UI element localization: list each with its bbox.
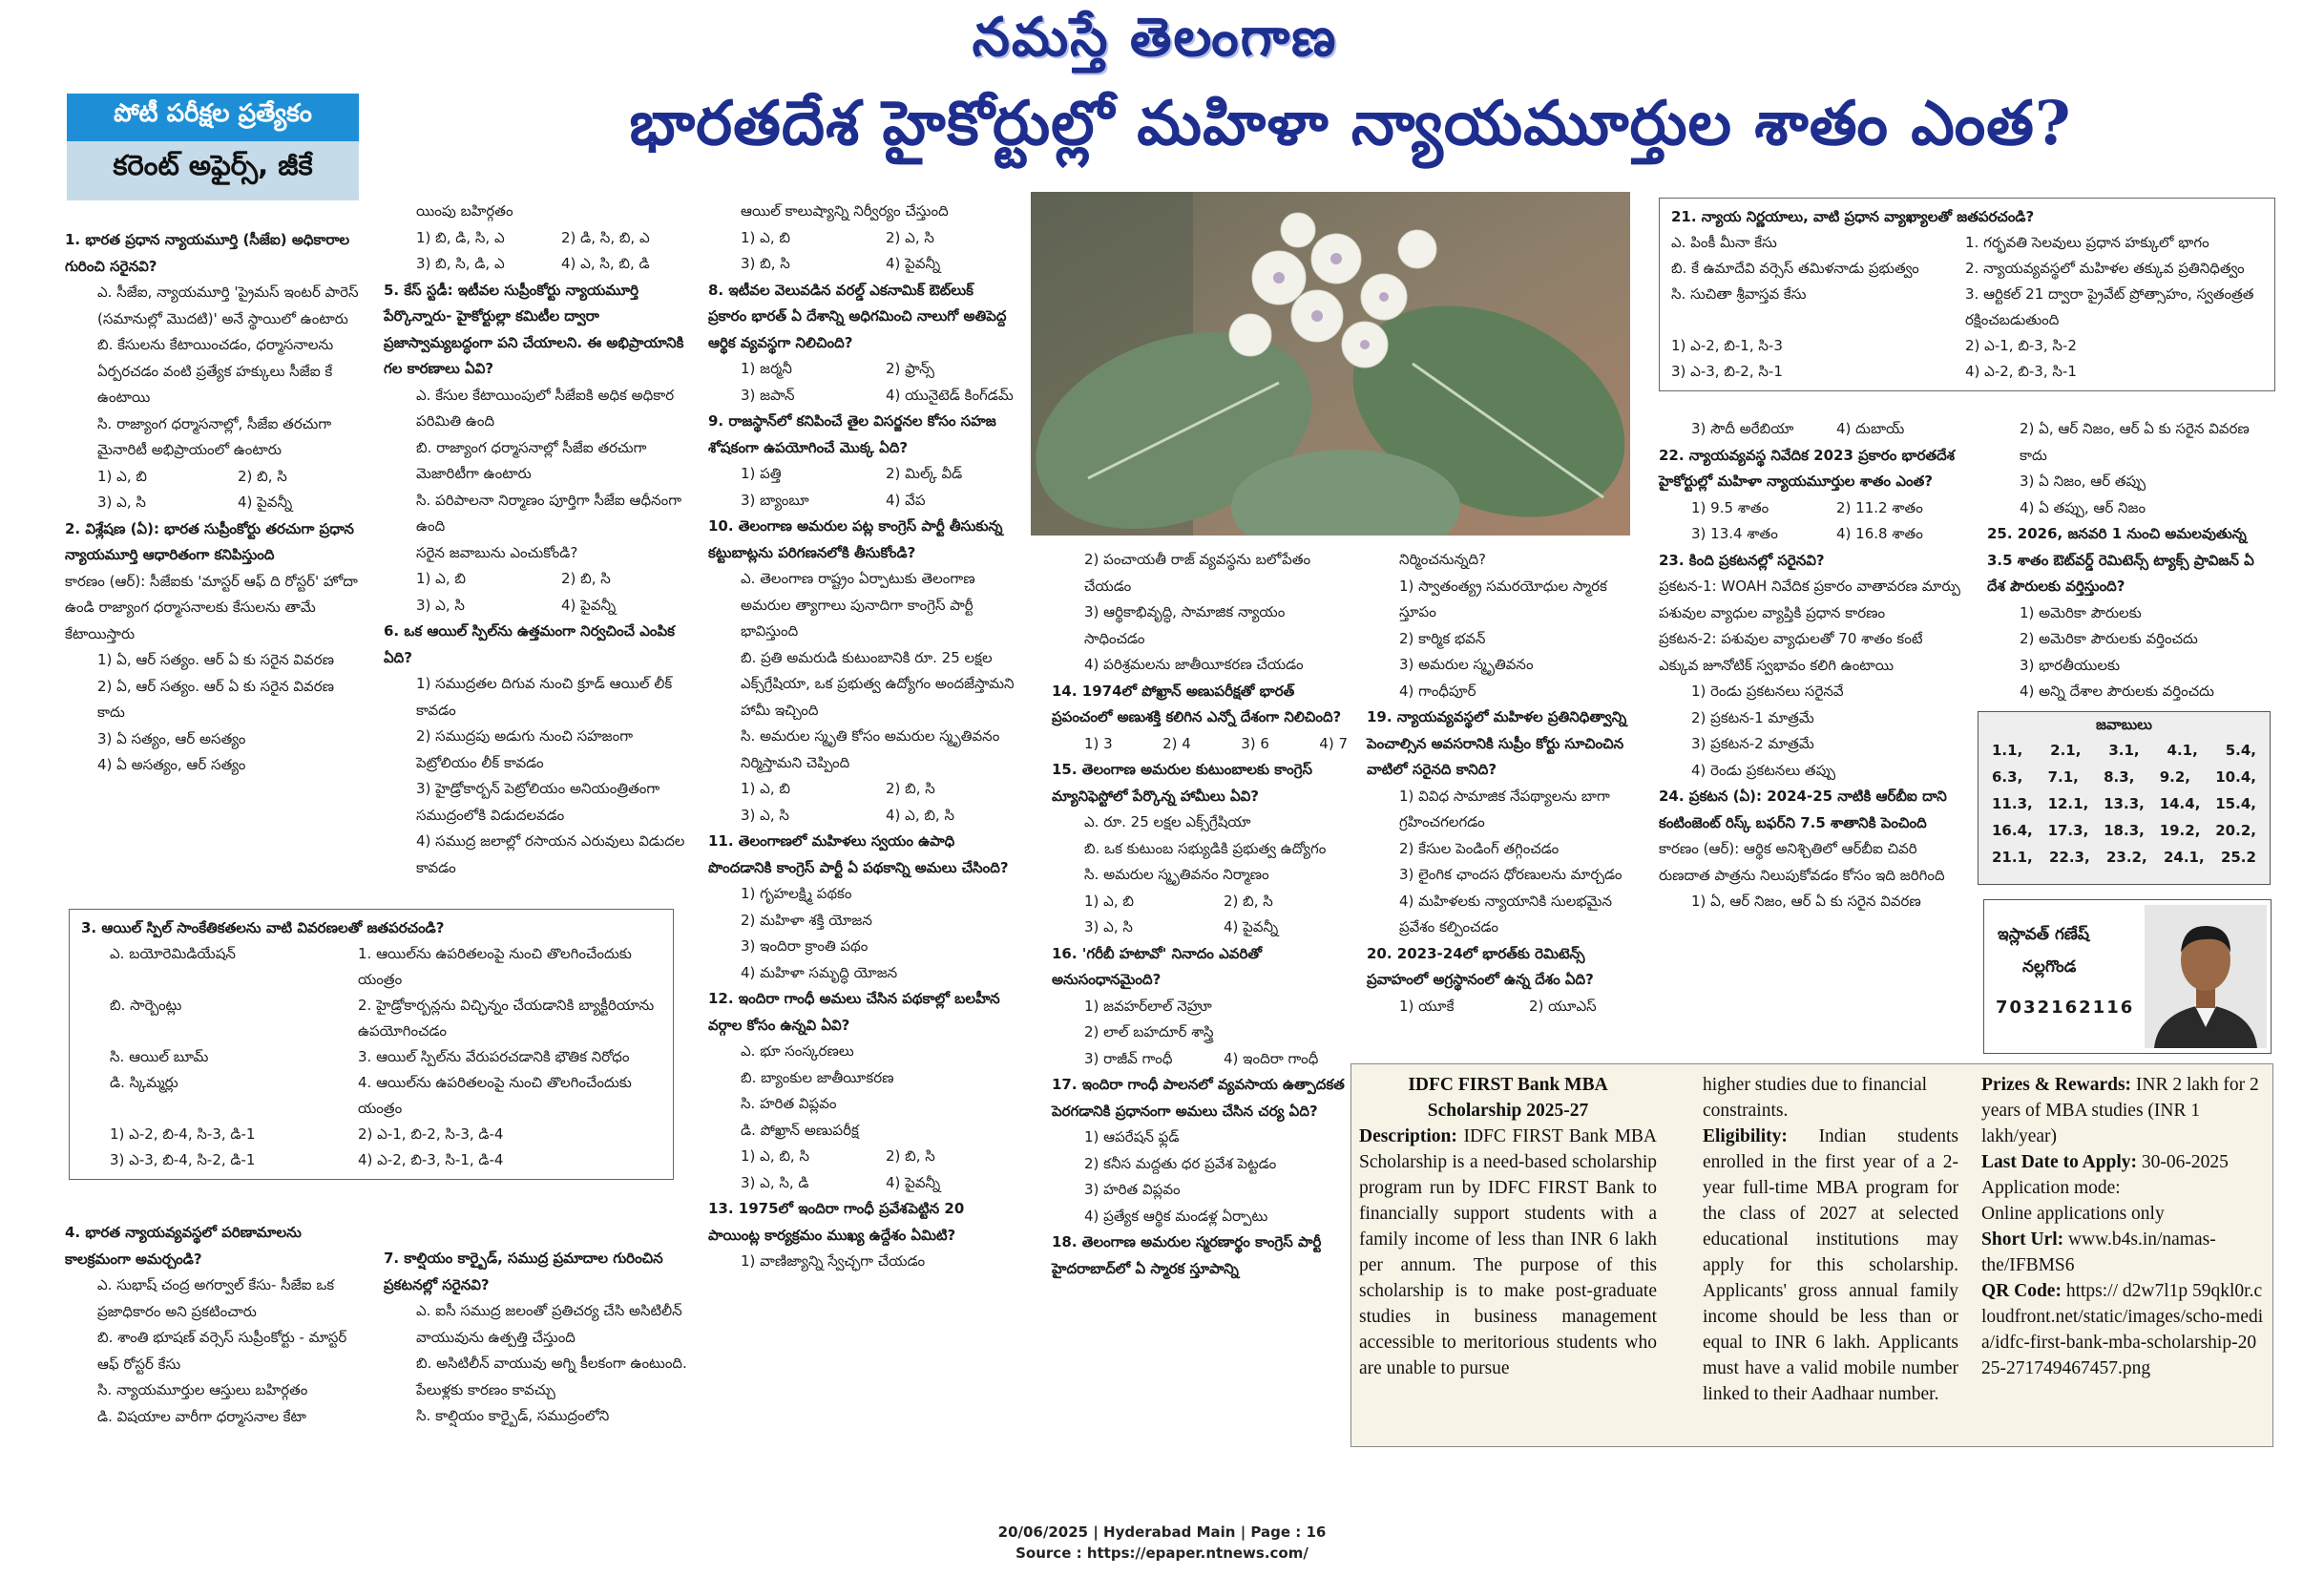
section-tag-line1: పోటీ పరీక్షల ప్రత్యేకం [67,94,359,141]
column-5 [1367,547,1644,1019]
section-tag [67,94,359,200]
answer: 15.4, [2215,795,2256,812]
answers-row [1979,764,2270,790]
question: 25. 2026, జనవరి 1 నుంచి అమలవుతున్న 3.5 శాతం ఔట్‌వర్డ్ రెమిటెన్స్ ట్యాక్స్ ప్రావిజన్ ఏ దేశ పౌరులకు వర్తిస్తుంది? [1987,525,2254,595]
question: 23. కింది ప్రకటనల్లో సరైనవి? [1659,551,1825,569]
column-7 [1987,416,2273,705]
option: 3) హైడ్రోకార్బన్ పెట్రోలియం అనియంత్రితంగా సముద్రంలోకి విడుదలవడం [416,780,660,824]
statement: బి. రాజ్యాంగ ధర్మాసనాల్లో సీజేఐ తరచుగా మెజారిటీగా ఉంటారు [416,438,647,482]
option: 4) యునైటెడ్ కింగ్‌డమ్ [886,386,1014,404]
option: 4) పరిశ్రమలను జాతీయీకరణ చేయడం [1084,656,1304,673]
question: 6. ఒక ఆయిల్ స్పిల్‌ను ఉత్తమంగా నిర్వచించే ఎంపిక ఏది? [384,622,675,666]
options [65,464,363,516]
answers-box [1978,711,2271,885]
option: 2) ఎ-1, బి-2, సి-3, డి-4 [358,1125,504,1143]
match-left: ఎ. పింకీ మీనా కేసు [1671,234,1777,251]
match-left: బి. సార్బెంట్లు [110,997,182,1014]
qr-code [1981,1278,2264,1381]
options [1659,495,1966,548]
section-tag-line2: కరెంట్ అఫైర్స్, జీకే [67,141,359,200]
author-box [1983,899,2272,1054]
short-url-label: Short Url: [1981,1229,2064,1250]
options [1052,889,1348,941]
answer: 19.2, [2159,822,2201,839]
option: 2) ఎ, సి [886,228,934,246]
option: 4) గాంధీపూర్ [1399,682,1476,700]
question: 20. 2023-24లో భారత్‌కు రెమిటెన్స్ ప్రవాహంలో అగ్రస్థానంలో ఉన్న దేశం ఏది? [1367,944,1594,988]
options [708,225,1015,278]
option: 2) అమెరికా పౌరులకు వర్తించదు [2020,630,2198,647]
prizes-text: INR 2 lakh for 2 years of MBA studies (INR 1 lakh/year) [1981,1075,2259,1146]
description-label: Description: [1359,1126,1457,1146]
column-4 [1052,547,1348,1282]
option: 1) ఆపరేషన్ ఫ్లడ్ [1084,1128,1180,1145]
option: 1) ఎ, బి [741,780,790,797]
match-grid [1671,230,2263,385]
statement: ఎ. భూ సంస్కరణలు [741,1042,854,1060]
option: 3) లైంగిక ఛాందస ధోరణులను మార్చడం [1399,866,1623,883]
option: 3) ఆర్థికాభివృద్ధి, సామాజిక న్యాయం సాధించడం [1084,603,1286,647]
question: 24. ప్రకటన (ఏ): 2024-25 నాటికి ఆర్‌బీఐ దాని కంటింజెంట్ రిస్క్ బఫర్‌ని 7.5 శాతానికి పెంచింది [1659,788,1947,831]
question-21-box [1659,198,2275,391]
statement: బి. కేసులను కేటాయించడం, ధర్మాసనాలను ఏర్పరచడం వంటి ప్రత్యేక హక్కులు సీజేఐ కే ఉంటాయి [97,336,334,406]
application-mode-value: Online applications only [1981,1204,2165,1224]
answer: 12.1, [2047,795,2089,812]
option: 2) పంచాయతీ రాజ్ వ్యవస్థను బలోపేతం చేయడం [1084,551,1311,595]
option: 2) ప్రకటన-1 మాత్రమే [1691,708,1814,726]
statement: సి. రాజ్యాంగ ధర్మాసనాల్లో, సీజేఐ తరచుగా మైనారిటీ అభిప్రాయంలో ఉంటారు [97,414,332,458]
option: 2) డి, సి, బి, ఎ [561,228,650,246]
answer: 14.4, [2159,795,2201,812]
short-url-value: www.b4s.in/namas-the/IFBMS6 [1981,1229,2216,1275]
question: 13. 1975లో ఇందిరా గాంధీ ప్రవేశపెట్టిన 20 పాయింట్ల కార్యక్రమం ముఖ్య ఉద్దేశం ఏమిటి? [708,1200,965,1244]
answer: 21.1, [1992,849,2033,866]
question: 21. న్యాయ నిర్ణయాలు, వాటి ప్రధాన వ్యాఖ్యాలతో జతపరచండి? [1671,208,2035,225]
answer: 24.1, [2163,849,2205,866]
option: 4) సముద్ర జలాల్లో రసాయన ఎరువులు విడుదల కావడం [416,832,685,876]
options [1052,731,1348,758]
option: 1) పత్తి [741,465,782,482]
answers-row [1979,790,2270,817]
question: 12. ఇందిరా గాంధీ అమలు చేసిన పథకాల్లో బలహీన వర్గాల కోసం ఉన్నవి ఏవి? [708,990,1000,1034]
answers-row [1979,737,2270,764]
author-phone: 7032162116 [1996,998,2135,1018]
prizes-label: Prizes & Rewards: [1981,1075,2132,1095]
statement: సి. పరిపాలనా నిర్మాణం పూర్తిగా సీజేఐ ఆధీనంగా ఉంది [416,491,682,535]
answer: 8.3, [2104,768,2135,786]
option: 2) లాల్ బహదూర్ శాస్త్రి [1084,1023,1214,1040]
option: 1) వివిధ సామాజిక నేపథ్యాలను బాగా గ్రహించగలగడం [1399,787,1610,830]
scholarship-title-2: Scholarship 2025-27 [1427,1101,1589,1121]
match-left: సి. సుచితా శ్రీవాస్తవ కేసు [1671,285,1807,303]
match-grid [81,941,661,1173]
column-1-bottom [65,1220,363,1430]
options [384,566,691,619]
option: 1) బి, డి, సి, ఎ [416,228,505,246]
eligibility-label: Eligibility: [1703,1126,1788,1146]
scholarship-eligibility [1703,1124,1958,1407]
reason: కారణం (ఆర్): ఆర్థిక అనిశ్చితిలో ఆర్‌బీఐ చివరి రుణదాత పాత్రను నిలుపుకోవడం కోసం ఇది జరిగింది [1659,840,1945,884]
statement: బి. అసిటిలీన్ వాయువు అగ్ని కీలకంగా ఉంటుంది. పేలుళ్లకు కారణం కావచ్చు [416,1355,687,1398]
option: 3) అమరుల స్మృతివనం [1399,656,1534,673]
option: 4) ఎ-2, బి-3, సి-1, డి-4 [358,1151,504,1168]
author-name: ఇస్లావత్ గణేష్ [1998,925,2090,944]
option: 4) 16.8 శాతం [1836,525,1923,542]
options [708,776,1015,829]
statement: సరైన జవాబును ఎంచుకోండి? [416,543,578,561]
statement: ఎ. తెలంగాణ రాష్ట్రం ఏర్పాటుకు తెలంగాణ అమరుల త్యాగాలు పునాదిగా కాంగ్రెస్ పార్టీ భావిస్తుంది [741,570,975,640]
milkweed-photo [1031,192,1630,536]
option: 1) యూకే [1399,997,1455,1015]
option: 3) ఎ-3, బి-2, సి-1 [1671,363,1783,380]
statement: సి. కాల్షియం కార్బైడ్, సముద్రంలోని [416,1407,610,1424]
option: 1) స్వాతంత్య్ర సమరయోధుల స్మారక స్తూపం [1399,577,1607,620]
options [708,1144,1015,1196]
statement: యింపు బహిర్గతం [416,202,513,220]
answer: 3.1, [2108,742,2140,759]
option: 3) ఏ నిజం, ఆర్ తప్పు [2020,473,2146,490]
scholarship-box [1350,1063,2273,1447]
statement: ఎ. సీజేఐ, న్యాయమూర్తి 'ప్రైమస్ ఇంటర్ పారెస్ (సమానుల్లో మొదటి)' అనే స్థాయిలో ఉంటారు [97,284,359,327]
question: 4. భారత న్యాయవ్యవస్థలో పరిణామాలను కాలక్రమంగా అమర్చండి? [65,1224,302,1268]
option: 3) ఎ-3, బి-4, సి-2, డి-1 [110,1151,256,1168]
statement: ఎ. సుభాష్ చంద్ర అగర్వాల్ కేసు- సీజేఐ ఒక ప్రజాధికారం అని ప్రకటించారు [97,1276,335,1320]
scholarship-col-3 [1981,1072,2264,1381]
statement: ప్రకటన-2: పశువుల వ్యాధులతో 70 శాతం కంటే ఎక్కువ జూనోటిక్ స్వభావం కలిగి ఉంటాయి [1659,630,1923,674]
question: 8. ఇటీవల వెలువడిన వరల్డ్ ఎకనామిక్ ఔట్‌లుక్ ప్రకారం భారత్ ఏ దేశాన్ని అధిగమించి నాలుగో అతిపెద్ద ఆర్థిక వ్యవస్థగా నిలిచింది? [708,281,1007,351]
option: 4) పైవన్నీ [238,494,293,511]
answer: 5.4, [2225,742,2256,759]
option: 1) ఎ-2, బి-1, సి-3 [1671,337,1783,354]
option: 1) రెండు ప్రకటనలు సరైనవే [1691,683,1844,700]
question: 7. కాల్షియం కార్బైడ్, సముద్ర ప్రమాదాల గురించిన ప్రకటనల్లో సరైనవి? [384,1250,663,1293]
match-left: డి. స్కిమ్మర్లు [110,1074,178,1091]
answers-row [1979,844,2270,871]
option: 1) అమెరికా పౌరులకు [2020,603,2142,621]
option: 3) రాజీవ్ గాంధీ [1084,1049,1173,1067]
option: 4) ఏ తప్పు, ఆర్ నిజం [2020,498,2146,516]
option: 4) ఎ-2, బి-3, సి-1 [1965,363,2077,380]
option: 1) వాణిజ్యాన్ని స్వేచ్ఛగా చేయడం [741,1252,926,1270]
question: 18. తెలంగాణ అమరుల స్మరణార్థం కాంగ్రెస్ పార్టీ హైదరాబాద్‌లో ఏ స్మారక స్తూపాన్ని [1052,1233,1322,1277]
option: 3) బి, సి [741,255,790,272]
option: 3) భారతీయులకు [2020,656,2121,674]
option: 2) బి, సి [886,780,935,797]
option: 1) 9.5 శాతం [1691,498,1769,516]
option: 3) ప్రకటన-2 మాత్రమే [1691,735,1814,752]
answer: 25.2 [2220,849,2256,866]
scholarship-col-1 [1359,1072,1657,1381]
answer: 17.3, [2047,822,2089,839]
answer: 11.3, [1992,795,2033,812]
statement: ఎ. కేసుల కేటాయింపులో సీజేఐకి అధిక అధికార పరిమితి ఉంది [416,386,675,430]
answer: 23.2, [2105,849,2147,866]
statement: సి. న్యాయమూర్తుల ఆస్తులు బహిర్గతం [97,1381,308,1398]
option: 1) ఎ, బి [1084,892,1134,910]
qr-code-value: https:// d2w7l1p 59qkl0r.cloudfront.net/static/images/scho-media/idfc-first-bank-mba-scholarship-2025-271749467457.png [1981,1281,2264,1378]
question: 2. విశ్లేషణ (ఏ): భారత సుప్రీంకోర్టు తరచుగా ప్రధాన న్యాయమూర్తి ఆధారితంగా కనిపిస్తుంది [65,519,354,563]
match-left: బి. కే ఉమాదేవి వర్సెస్ తమిళనాడు ప్రభుత్వం [1671,260,1919,277]
question: 17. ఇందిరా గాంధీ పాలనలో వ్యవసాయ ఉత్పాదకత పెరగడానికి ప్రధానంగా అమలు చేసిన చర్య ఏది? [1052,1076,1345,1120]
application-mode-label: Application mode: [1981,1178,2121,1198]
reason: కారణం (ఆర్): సీజేఐకు 'మాస్టర్ ఆఫ్ ది రోస్టర్' హోదా ఉండి రాజ్యాంగ ధర్మాసనాలకు కేసులను తామే కేటాయిస్తారు [65,572,358,642]
option: 3) జపాన్ [741,386,795,404]
masthead: నమస్తే తెలంగాణ [972,6,1338,69]
statement: నిర్మించనున్నది? [1399,551,1487,568]
match-right: 2. హైడ్రోకార్బన్లను విచ్ఛిన్నం చేయడానికి బ్యాక్టీరియాను ఉపయోగించడం [358,997,655,1040]
option: 4) మహిళలకు న్యాయానికి సులభమైన ప్రవేశం కల్పించడం [1399,892,1613,935]
option: 1) ఎ, బి [416,570,466,587]
option: 3) హరిత విప్లవం [1084,1181,1181,1198]
option: 2) సముద్రపు అడుగు నుంచి సహజంగా పెట్రోలియం లీక్ కావడం [416,727,634,771]
statement: బి. బ్యాంకుల జాతీయీకరణ [741,1068,894,1086]
options [1367,994,1644,1020]
answer: 7.1, [2047,768,2079,786]
column-2-bottom [384,1246,691,1430]
statement: ఆయిల్ కాలుష్యాన్ని నిర్వీర్యం చేస్తుంది [741,202,949,220]
scholarship-description [1359,1124,1657,1381]
question: 16. 'గరీబీ హటావో' నినాదం ఎవరితో అనుసంధానమైంది? [1052,944,1262,988]
short-url [1981,1227,2264,1278]
option: 3) ఏ సత్యం, ఆర్ అసత్యం [97,729,246,747]
option: 2) మిల్క్ వీడ్ [886,465,963,482]
option: 1) జవహర్‌లాల్ నెహ్రూ [1084,997,1212,1015]
column-6 [1659,416,1966,915]
option: 3) ఎ, సి [1084,918,1133,935]
match-right: 1. గర్భవతి సెలవులు ప్రధాన హక్కులో భాగం [1965,234,2209,251]
answer: 10.4, [2215,768,2256,786]
option: 3) సౌదీ అరేబియా [1691,420,1794,437]
option: 1) ఏ, ఆర్ నిజం, ఆర్ ఏ కు సరైన వివరణ [1691,893,1921,910]
option: 4) వేప [886,491,926,509]
option: 4) దుబాయ్ [1836,420,1905,437]
column-1 [65,227,363,779]
answer: 2.1, [2050,742,2082,759]
option: 2) బి, సి [886,1147,935,1165]
answer: 16.4, [1992,822,2033,839]
answer: 4.1, [2167,742,2198,759]
option: 1) ఎ, బి, సి [741,1147,809,1165]
qr-code-label: QR Code: [1981,1281,2062,1301]
answers-row [1979,817,2270,844]
statement: ప్రకటన-1: WOAH నివేదిక ప్రకారం వాతావరణ మార్పు పశువుల వ్యాధుల వ్యాప్తికి ప్రధాన కారణం [1659,578,1960,621]
statement: సి. అమరుల స్మృతి కోసం అమరుల స్మృతివనం నిర్మిస్తామని చెప్పింది [741,727,1000,771]
option: 1) జర్మనీ [741,360,792,377]
footer-source: Source : https://epaper.ntnews.com/ [1015,1544,1309,1562]
statement: బి. శాంతి భూషణ్ వర్సెస్ సుప్రీంకోర్టు - మాస్టర్ ఆఫ్ రోస్టర్ కేసు [97,1329,347,1373]
option: 2) కనీస మద్దతు ధర ప్రవేశ పెట్టడం [1084,1154,1277,1172]
question: 3. ఆయిల్ స్పిల్ సాంకేతికతలను వాటి వివరణలతో జతపరచండి? [81,919,445,936]
column-3 [708,199,1015,1275]
question: 22. న్యాయవ్యవస్థ నివేదిక 2023 ప్రకారం భారతదేశ హైకోర్టుల్లో మహిళా న్యాయమూర్తుల శాతం ఎంత? [1659,446,1956,490]
author-photo [2145,905,2267,1048]
statement: సి. అమరుల స్మృతివనం నిర్మాణం [1084,866,1269,883]
footer [0,1522,2324,1564]
option: 2) యూఎస్ [1529,997,1597,1015]
question: 1. భారత ప్రధాన న్యాయమూర్తి (సీజేఐ) అధికారాల గురించి సరైనవి? [65,231,350,275]
scholarship-col-2 [1703,1072,1958,1407]
option: 2) ఏ, ఆర్ సత్యం. ఆర్ ఏ కు సరైన వివరణ కాదు [97,677,334,721]
option: 4) ఎ, సి, బి, డి [561,255,650,272]
option: 1) ఎ, బి [97,467,147,485]
options [708,356,1015,409]
option: 1) ఎ, బి [741,228,790,246]
description-text: IDFC FIRST Bank MBA Scholarship is a need-based scholarship program run by IDFC FIRST Bank to financially support students with a family income of less than INR 6 lakh per annum. The purpose of this scholarship is to make post-graduate studies in business management accessible to meritorious students who are unable to pursue [1359,1126,1658,1378]
statement: ఎ. రూ. 25 లక్షల ఎక్స్‌గ్రేషియా [1084,813,1251,830]
eligibility-text: Indian students enrolled in the first year of a 2-year full-time MBA program for the class of 2027 at selected educational institutions may apply for this scholarship. Applicants' gross annual family income should be less than or equal to INR 6 lakh. Applicants must have a valid mobile number linked to their Aadhaar number. [1703,1126,1958,1404]
question: 9. రాజస్థాన్‌లో కనిపించే తైల విసర్జనల కోసం సహజ శోషకంగా ఉపయోగించే మొక్క ఏది? [708,412,996,456]
options [1052,1046,1348,1073]
question: 19. న్యాయవ్యవస్థలో మహిళల ప్రతినిధిత్వాన్ని పెంచాల్సిన అవసరానికి సుప్రీం కోర్టు సూచించిన వాటిలో సరైనది కానిది? [1367,708,1627,778]
options [1659,416,1966,443]
option: 2) మహిళా శక్తి యోజన [741,911,872,929]
last-date-label: Last Date to Apply: [1981,1152,2138,1172]
answer: 22.3, [2048,849,2090,866]
statement: సి. హరిత విప్లవం [741,1095,837,1112]
option: 2) బి, సి [238,467,287,485]
last-date-value: 30-06-2025 [2141,1152,2229,1172]
options [384,225,691,278]
option: 3) 13.4 శాతం [1691,525,1778,542]
option: 4) మహిళా సమృద్ధి యోజన [741,963,898,981]
option: 4) పైవన్నీ [1224,918,1279,935]
option: 2) కేసుల పెండింగ్ తగ్గించడం [1399,839,1560,857]
option: 4) రెండు ప్రకటనలు తప్పు [1691,761,1836,779]
question: 5. కేస్ స్టడీ: ఇటీవల సుప్రీంకోర్టు న్యాయమూర్తి పేర్కొన్నారు- హైకోర్టుల్లా కమిటీల ద్వారా ప్రజాస్వామ్యబద్ధంగా పని చేయాలని. ఈ అభిప్రాయానికి గల కారణాలు ఏవి? [384,281,684,377]
option: 2) 11.2 శాతం [1836,498,1923,516]
answer: 13.3, [2104,795,2145,812]
option: 2) 4 [1162,734,1191,752]
option: 1) సముద్రతల దిగువ నుంచి క్రూడ్ ఆయిల్ లీక్ కావడం [416,675,673,719]
match-left: ఎ. బయోరెమిడియేషన్ [110,945,236,962]
answer: 6.3, [1992,768,2023,786]
option: 4) పైవన్నీ [886,255,941,272]
question: 10. తెలంగాణ అమరుల పట్ల కాంగ్రెస్ పార్టీ తీసుకున్న కట్టుబాట్లను పరిగణనలోకి తీసుకోండి? [708,517,1003,561]
match-question-box [69,909,674,1180]
option: 3) 6 [1241,734,1269,752]
option: 1) గృహలక్ష్మి పథకం [741,885,852,902]
option: 3) బి, సి, డి, ఎ [416,255,505,272]
last-date [1981,1149,2264,1175]
option: 4) ఇందిరా గాంధీ [1224,1049,1319,1067]
statement: బి. ప్రతి అమరుడి కుటుంబానికి రూ. 25 లక్షల ఎక్స్‌గ్రేషియా, ఒక ప్రభుత్వ ఉద్యోగం అందజేస్తామని హామీ ఇచ్చింది [741,648,1015,719]
option: 4) ప్రత్యేక ఆర్థిక మండళ్ల ఏర్పాటు [1084,1207,1268,1225]
option: 3) ఇందిరా క్రాంతి పథం [741,937,869,955]
answer: 9.2, [2159,768,2190,786]
options [708,461,1015,514]
option: 2) కార్మిక భవన్ [1399,629,1486,647]
statement: డి. పోఖ్రాన్ అణుపరీక్ష [741,1121,859,1139]
option: 4) ఏ అసత్యం, ఆర్ సత్యం [97,756,246,773]
option: 4) 7 [1319,734,1348,752]
option: 3) ఎ, సి [416,596,465,614]
match-right: 4. ఆయిల్‌ను ఉపరితలంపై నుంచి తొలగించేందుకు యంత్రం [358,1074,632,1117]
option: 3) బ్యాంబూ [741,491,809,509]
match-right: 1. ఆయిల్‌ను ఉపరితలంపై నుంచి తొలగించేందుకు యంత్రం [358,945,632,988]
option: 4) పైవన్నీ [886,1173,941,1191]
footer-date-edition: 20/06/2025 | Hyderabad Main | Page : 16 [997,1523,1327,1541]
option: 4) ఎ, బి, సి [886,806,954,824]
answers-title: జవాబులు [2096,716,2152,733]
option: 4) పైవన్నీ [561,596,617,614]
option: 2) బి, సి [1224,892,1273,910]
scholarship-title-1: IDFC FIRST Bank MBA [1408,1075,1608,1095]
match-right: 3. ఆయిల్ స్పిల్‌ను వేరుపరచడానికి భౌతిక నిరోధం [358,1048,630,1065]
headline: భారతదేశ హైకోర్టుల్లో మహిళా న్యాయమూర్తుల శాతం ఎంత? [629,88,2072,159]
match-right: 3. ఆర్టికల్ 21 ద్వారా ప్రైవేట్ ప్రోత్సాహం, స్వతంత్రత రక్షించబడుతుంది [1965,285,2254,328]
question: 11. తెలంగాణలో మహిళలు స్వయం ఉపాధి పొందడానికి కాంగ్రెస్ పార్టీ ఏ పథకాన్ని అమలు చేసింది? [708,832,1009,876]
answer: 20.2, [2215,822,2256,839]
author-place: నల్లగొండ [2022,957,2077,977]
option: 2) బి, సి [561,570,611,587]
option: 1) 3 [1084,734,1113,752]
option: 3) ఎ, సి [741,806,789,824]
description-continued: higher studies due to financial constraints. [1703,1075,1928,1121]
answer: 18.3, [2104,822,2145,839]
option: 3) ఎ, సి, డి [741,1173,809,1191]
statement: ఎ. ఐసీ సముద్ర జలంతో ప్రతిచర్య చేసి అసిటిలీన్ వాయువును ఉత్పత్తి చేస్తుంది [416,1302,682,1346]
statement: డి. విషయాల వారీగా ధర్మాసనాల కేటా [97,1407,306,1425]
match-right: 2. న్యాయవ్యవస్థలో మహిళల తక్కువ ప్రతినిధిత్వం [1965,260,2245,277]
match-left: సి. ఆయిల్ బూమ్ [110,1048,209,1065]
question: 15. తెలంగాణ అమరుల కుటుంబాలకు కాంగ్రెస్ మ్యానిఫెస్టోలో పేర్కొన్న హామీలు ఏవి? [1052,761,1313,805]
statement: బి. ఒక కుటుంబ సభ్యుడికి ప్రభుత్వ ఉద్యోగం [1084,839,1327,857]
option: 3) ఎ, సి [97,494,146,511]
answer: 1.1, [1992,742,2023,759]
question: 14. 1974లో పోఖ్రాన్ అణుపరీక్షతో భారత్ ప్రపంచంలో అణుశక్తి కలిగిన ఎన్నో దేశంగా నిలిచింది? [1052,682,1342,725]
option: 2) ఏ, ఆర్ నిజం, ఆర్ ఏ కు సరైన వివరణ కాదు [2020,420,2250,464]
option: 4) అన్ని దేశాల పౌరులకు వర్తించదు [2020,683,2214,700]
option: 2) ఫ్రాన్స్ [886,360,934,377]
prizes [1981,1072,2264,1149]
option: 1) ఎ-2, బి-4, సి-3, డి-1 [110,1125,256,1143]
column-2 [384,199,691,881]
option: 1) ఏ, ఆర్ సత్యం. ఆర్ ఏ కు సరైన వివరణ [97,651,334,668]
option: 2) ఎ-1, బి-3, సి-2 [1965,337,2077,354]
